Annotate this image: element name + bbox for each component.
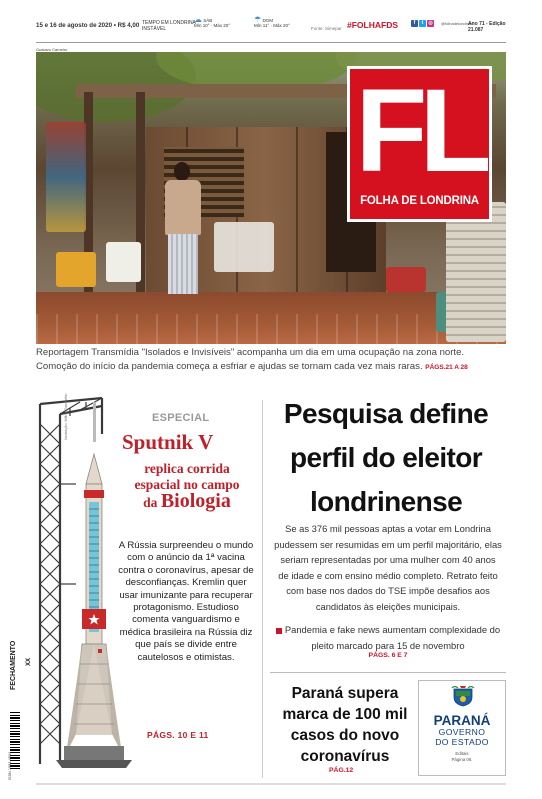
gov-subtitle bbox=[419, 728, 505, 747]
lead-lede: Se as 376 mil pessoas aptas a votar em Londrina pudessem ser resumidas em um perfil majoritário, elas seriam representadas por uma mulher com 40 anos de idade e com ensino médio completo. Retrato feito com base nos dados do TSE impõe desafios aos candidatos às eleições municipais. bbox=[274, 523, 502, 612]
edition-number: Ano 71 - Edição 21.087 bbox=[468, 21, 506, 33]
column-divider bbox=[262, 400, 263, 778]
fechamento-xx: XX bbox=[26, 657, 32, 666]
bullet-square-icon bbox=[276, 628, 282, 634]
lead-headline[interactable] bbox=[266, 392, 506, 524]
top-strip bbox=[36, 17, 508, 41]
social-icons bbox=[411, 20, 435, 27]
folha-logo[interactable] bbox=[347, 66, 492, 222]
section-divider bbox=[270, 672, 506, 673]
twitter-icon[interactable]: t bbox=[419, 20, 426, 27]
instagram-icon[interactable]: ◎ bbox=[428, 20, 433, 26]
subtitle-da: da bbox=[143, 495, 158, 510]
issn-label: ISSN 1983-4934 bbox=[8, 751, 12, 780]
subtitle-biologia: Biologia bbox=[160, 490, 231, 512]
gov-note bbox=[419, 751, 505, 762]
weather-label bbox=[142, 20, 196, 32]
gov-note-2: Página 06. bbox=[451, 756, 473, 762]
weather-title: TEMPO EM LONDRINA bbox=[142, 20, 196, 26]
sputnik-kicker: ESPECIAL bbox=[152, 412, 210, 424]
social-handle: @folhadelondrina bbox=[441, 21, 473, 26]
sat-range: Mín 10° · Máx 20° bbox=[194, 23, 231, 28]
cloud-rain-icon: ☂ bbox=[254, 15, 262, 24]
lead-pages[interactable]: PÁGS. 6 E 7 bbox=[368, 652, 408, 659]
photo-caption[interactable] bbox=[36, 346, 506, 375]
top-divider bbox=[36, 42, 506, 43]
sputnik-title[interactable]: Sputnik V bbox=[122, 430, 214, 454]
illustration-credit: Ilustração: Milton Zanchetin bbox=[64, 393, 68, 440]
weather-saturday bbox=[194, 17, 230, 28]
photo-credit: Gustavo Carneiro bbox=[36, 47, 68, 52]
subtitle-line-2: espacial no campo bbox=[134, 477, 240, 492]
bottom-rule bbox=[36, 783, 506, 785]
sputnik-body: A Rússia surpreendeu o mundo com o anúncio da 1ª vacina contra o coronavírus, apesar de desconfianças. Kremlin quer usar imunizante para recuperar protagonismo. Estudioso comenta vanguardismo e médica brasileira na Rússia diz que país se divide entre cautelosos e otimistas. bbox=[118, 540, 254, 663]
governo-parana-ad[interactable] bbox=[418, 680, 506, 776]
fechamento-label: FECHAMENTO bbox=[10, 640, 17, 690]
headline-line-2: perfil do eleitor bbox=[289, 442, 483, 473]
sun-day: DOM bbox=[262, 18, 273, 23]
date-price: 15 e 16 de agosto de 2020 • R$ 4,00 bbox=[36, 22, 140, 29]
facebook-icon[interactable]: f bbox=[411, 20, 418, 27]
subtitle-line-1: replica corrida bbox=[144, 461, 230, 476]
sputnik-pages[interactable]: PÁGS. 10 E 11 bbox=[147, 730, 209, 740]
weather-condition: INSTÁVEL bbox=[142, 26, 167, 32]
headline-line-3: londrinense bbox=[309, 486, 463, 517]
logo-letters: FL bbox=[355, 65, 484, 197]
caption-pages[interactable]: PÁGS.21 A 28 bbox=[425, 364, 468, 371]
gov-note-1: Editais bbox=[455, 751, 469, 756]
person-figure bbox=[158, 162, 208, 312]
parana-coat-of-arms-icon bbox=[450, 685, 476, 707]
cloud-sun-icon: ☁ bbox=[194, 15, 202, 24]
lead-bullet[interactable] bbox=[270, 622, 506, 653]
headline-line-1: Pesquisa define bbox=[283, 398, 489, 429]
sputnik-subtitle bbox=[122, 461, 252, 511]
bullet-text: Pandemia e fake news aumentam complexidade do pleito marcado para 15 de novembro bbox=[284, 624, 501, 651]
gov-sub-2: DO ESTADO bbox=[435, 736, 489, 747]
gov-sub-1: GOVERNO bbox=[438, 727, 486, 737]
sat-day: SÁB bbox=[203, 18, 213, 23]
parana-headline[interactable]: Paraná supera marca de 100 mil casos do novo coronavírus bbox=[282, 685, 408, 765]
weather-source: Fonte: Simepar bbox=[311, 26, 342, 31]
sun-range: Mín 11° · Máx 20° bbox=[254, 23, 290, 28]
caption-text: Reportagem Transmídia "Isolados e Invisíveis" acompanha um dia em uma ocupação na zona norte. Comoção do início da pandemia começa a esfriar e ajudas se tornam cada vez mais raras. bbox=[36, 347, 465, 372]
brand-hashtag[interactable]: #FOLHAFDS bbox=[347, 20, 398, 30]
gov-name: PARANÁ bbox=[433, 713, 491, 728]
logo-name: FOLHA DE LONDRINA bbox=[360, 195, 479, 207]
parana-pages[interactable]: PÁG.12 bbox=[329, 767, 354, 774]
weather-sunday bbox=[254, 17, 290, 28]
